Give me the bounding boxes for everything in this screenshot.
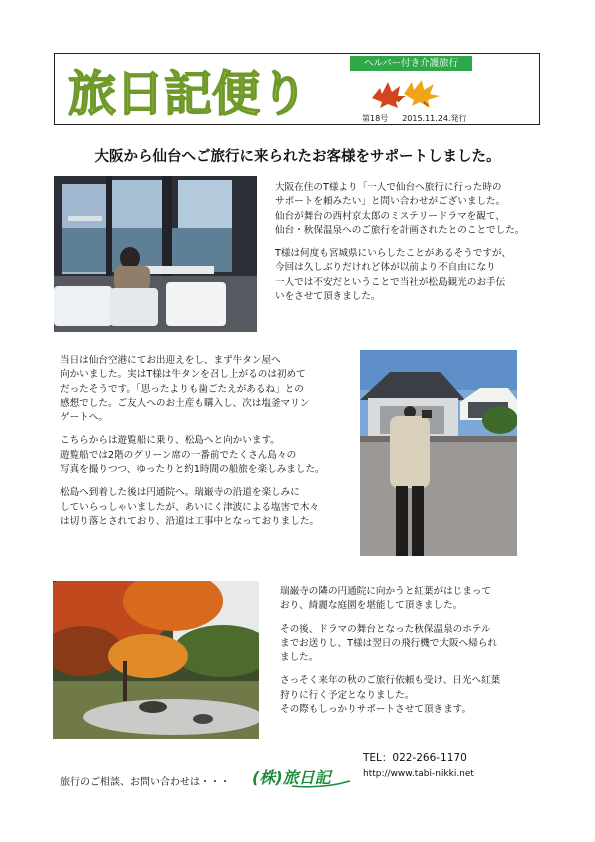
photo-temple-street	[360, 350, 517, 556]
text-line: は切り落とされており、沿道は工事中となっておりました。	[60, 515, 320, 527]
text-line: T様は何度も宮城県にいらしたことがあるそうですが、	[275, 248, 512, 260]
text-line: 感想でした。ご友人へのお土産も購入し、次は塩釜マリン	[60, 397, 310, 409]
text-line	[275, 238, 524, 247]
headline: 大阪から仙台へご旅行に来られたお客様をサポートしました。	[94, 149, 501, 165]
photo-sightseeing-boat	[54, 176, 257, 332]
section-3-text	[280, 585, 500, 717]
text-line: 遊覧船では2階のグリーン席の一番前でたくさん島々の	[60, 449, 297, 461]
text-line: 今回は久しぶりだけれど体が以前より不自由になり	[275, 262, 496, 274]
text-line: サポートを頼みたい」と問い合わせがございました。	[275, 196, 506, 208]
text-line: 当日は仙台空港にてお出迎えをし、まず牛タン屋へ	[60, 355, 281, 366]
company-logo	[252, 763, 352, 789]
issue-info	[362, 113, 481, 124]
text-line: だったそうです。「思ったよりも歯ごたえがあるね」との	[60, 383, 304, 395]
text-line: その後、ドラマの舞台となった秋保温泉のホテル	[280, 623, 491, 635]
service-badge: ヘルパー付き介護旅行	[350, 56, 472, 71]
text-line: ました。	[280, 652, 319, 664]
autumn-leaves-icon	[368, 76, 448, 110]
section-2-text	[60, 354, 325, 529]
newsletter-title-logo	[66, 60, 336, 120]
text-line: までお送りし、T様は翌日の飛行機で大阪へ帰られ	[280, 637, 497, 649]
photo-entsuin-garden	[53, 581, 259, 739]
text-line: さっそく来年の秋のご旅行依頼も受け、日光へ紅葉	[280, 675, 501, 687]
text-line: その際もしっかりサポートさせて頂きます。	[280, 704, 472, 716]
text-line: 向かいました。実はT様は牛タンを召し上がるのは初めて	[60, 369, 306, 381]
text-line: 写真を撮りつつ、ゆったりと約1時間の船旅を楽しみました。	[60, 464, 325, 476]
text-line: 一人では不安だということで当社が松島観光のお手伝	[275, 276, 506, 288]
text-line: 瑞巌寺の隣の円通院に向かうと紅葉がはじまって	[280, 586, 492, 597]
text-line: いをさせて頂きました。	[275, 291, 381, 303]
text-line: ゲートへ。	[60, 412, 108, 424]
text-line: おり、綺麗な庭園を堪能して頂きました。	[280, 600, 463, 612]
text-line	[60, 477, 325, 486]
text-line	[60, 425, 325, 434]
text-line: 松島へ到着した後は円通院へ。瑞巌寺の沿道を楽しみに	[60, 487, 300, 499]
text-line: 大阪在住のT様より「一人で仙台へ旅行に行った時の	[275, 182, 502, 193]
text-line: 仙台が舞台の西村京太郎のミステリードラマを観て、	[275, 210, 505, 222]
text-line: 仙台・秋保温泉へのご旅行を計画されたとのことでした。	[275, 224, 525, 236]
contact-lead: 旅行のご相談、お問い合わせは・・・	[60, 777, 230, 788]
issue-number: 第18号	[362, 114, 389, 123]
text-line: していらっしゃいましたが、あいにく津波による塩害で木々	[60, 501, 320, 513]
text-line: 狩りに行く予定となりました。	[280, 689, 415, 701]
text-line: こちらからは遊覧船に乗り、松島へと向かいます。	[60, 435, 280, 447]
text-line	[280, 614, 500, 623]
company-name: (株)旅日記	[252, 768, 331, 787]
issue-date: 2015.11.24.発行	[402, 114, 467, 123]
contact-url[interactable]: http://www.tabi-nikki.net	[363, 769, 474, 779]
newsletter-title: 旅日記便り	[68, 66, 309, 120]
text-line	[280, 665, 500, 674]
contact-tel[interactable]: TEL：022-266-1170	[363, 752, 467, 764]
section-1-text	[275, 181, 524, 304]
